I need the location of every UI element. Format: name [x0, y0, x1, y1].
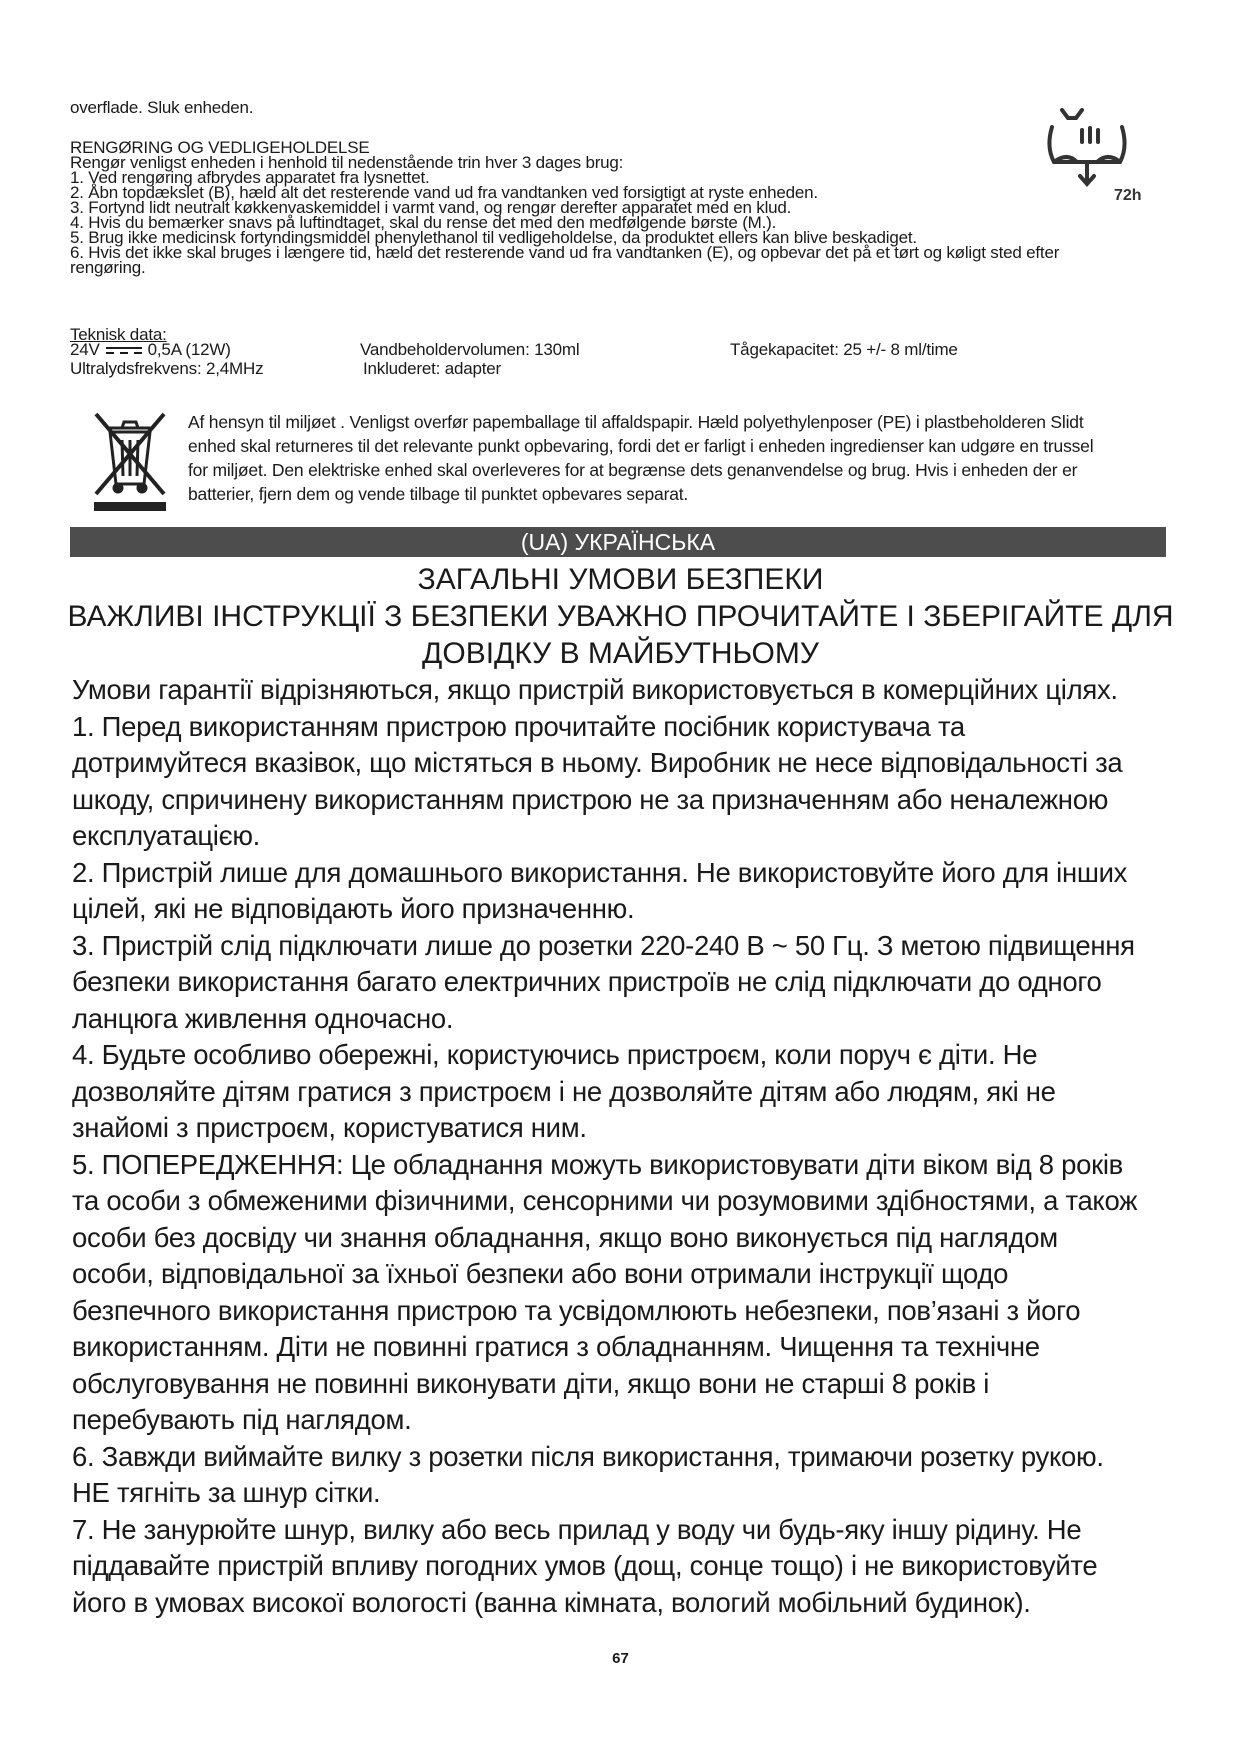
- voltage-prefix: 24V: [70, 340, 100, 359]
- ukrainian-title: ЗАГАЛЬНІ УМОВИ БЕЗПЕКИ: [417, 563, 824, 596]
- body-line: експлуатацією.: [72, 820, 260, 851]
- technical-data-section: [70, 327, 1170, 380]
- page-number: 67: [612, 1650, 629, 1667]
- cleaning-line: 6. Hvis det ikke skal bruges i længere tid, hæld det resterende vand ud fra vandtanken (E), og opbevar det på et tørt og køligt sted efter: [70, 243, 1060, 262]
- body-line: піддавайте пристрій впливу погодних умов (дощ, сонце тощо) і не використовуйте: [72, 1550, 1098, 1581]
- body-line: шкоду, спричинену використанням пристрою не за призначенням або неналежною: [72, 783, 1109, 815]
- body-line: перебувають під наглядом.: [72, 1404, 412, 1435]
- body-line: та особи з обмеженими фізичними, сенсорними чи розумовими здібностями, а також: [72, 1185, 1138, 1216]
- cleaning-line: 2. Åbn topdækslet (B), hæld alt det resterende vand ud fra vandtanken ved forsigtigt at ryste enheden.: [70, 183, 818, 202]
- danish-intro-text: overflade. Sluk enheden.: [70, 98, 254, 117]
- body-line: дозволяйте дітям гратися з пристроєм і не дозволяйте дітям або людям, які не: [72, 1075, 1056, 1107]
- technical-heading: Teknisk data:: [70, 325, 167, 344]
- language-section-bar: (UA) УКРАЇНСЬКА: [70, 527, 1166, 557]
- body-line: НЕ тягніть за шнур сітки.: [72, 1477, 381, 1508]
- technical-tank-volume: Vandbeholdervolumen: 130ml: [360, 340, 580, 359]
- technical-voltage: [70, 342, 231, 357]
- cleaning-line: 3. Fortynd lidt neutralt køkkenvaskemiddel i varmt vand, og rengør derefter apparatet med en klud.: [70, 198, 792, 217]
- environment-line: enhed skal returneres til det relevante punkt opbevaring, fordi det er farligt i enheden ingredienser kan udgøre en trussel: [188, 436, 1094, 456]
- environment-line: Af hensyn til miljøet . Venligst overfør papemballage til affaldspapir. Hæld polyethylenposer (PE) i plastbeholderen Slidt: [188, 412, 1084, 432]
- cleaning-line: Rengør venligst enheden i henhold til nedenstående trin hver 3 dages brug:: [70, 153, 624, 172]
- voltage-rest: 0,5A (12W): [147, 340, 231, 359]
- body-line: 1. Перед використанням пристрою прочитайте посібник користувача та: [72, 710, 965, 742]
- technical-row-2: [70, 361, 1170, 380]
- ukrainian-subtitle: [60, 598, 1181, 672]
- water-tank-clean-icon: [1032, 102, 1142, 212]
- body-line: особи без досвіду чи знання обладнання, якщо воно виконується під наглядом: [72, 1221, 1058, 1253]
- cleaning-line: 1. Ved rengøring afbrydes apparatet fra lysnettet.: [70, 168, 430, 187]
- body-line: особи, відповідальної за їхньої безпеки або вони отримали інструкції щодо: [72, 1258, 1009, 1289]
- ukrainian-subtitle-line: ВАЖЛИВІ ІНСТРУКЦІЇ З БЕЗПЕКИ УВАЖНО ПРОЧИТАЙТЕ І ЗБЕРІГАЙТЕ ДЛЯ: [67, 600, 1174, 633]
- cleaning-line: rengøring.: [70, 258, 146, 277]
- body-line: знайомі з пристроєм, користуватися ним.: [72, 1112, 587, 1143]
- fog-icon-label: 72h: [1114, 187, 1142, 204]
- body-line: 4. Будьте особливо обережні, користуючись пристроєм, коли поруч є діти. Не: [72, 1039, 1038, 1070]
- crossed-bin-icon: [92, 410, 168, 512]
- ukrainian-subtitle-line: ДОВІДКУ В МАЙБУТНЬОМУ: [422, 637, 819, 670]
- danish-cleaning-section: [70, 140, 1170, 275]
- body-line: його в умовах високої вологості (ванна кімната, вологий мобільний будинок).: [72, 1586, 1031, 1618]
- body-line: 5. ПОПЕРЕДЖЕННЯ: Це обладнання можуть використовувати діти віком від 8 років: [72, 1148, 1123, 1180]
- body-line: 2. Пристрій лише для домашнього використання. Не використовуйте його для інших: [72, 856, 1128, 888]
- body-line: 3. Пристрій слід підключати лише до розетки 220-240 В ~ 50 Гц. З метою підвищення: [72, 929, 1135, 961]
- cleaning-heading: RENGØRING OG VEDLIGEHOLDELSE: [70, 138, 370, 157]
- technical-included: Inkluderet: adapter: [363, 359, 501, 378]
- body-line: ланцюга живлення одночасно.: [72, 1002, 454, 1034]
- technical-ultrasonic: Ultralydsfrekvens: 2,4MHz: [70, 359, 264, 378]
- body-line: обслуговування не повинні виконувати діти, якщо вони не старші 8 років і: [72, 1367, 990, 1399]
- body-line: безпеки використання багато електричних пристроїв не слід підключати до одного: [72, 966, 1102, 997]
- body-line: 7. Не занурюйте шнур, вилку або весь прилад у воду чи будь-яку іншу рідину. Не: [72, 1513, 1082, 1545]
- environment-notice: [188, 410, 1178, 506]
- environment-line: batterier, fjern dem og vende tilbage til punktet opbevares separat.: [188, 484, 689, 504]
- technical-mist-capacity: Tågekapacitet: 25 +/- 8 ml/time: [730, 340, 958, 359]
- body-line: дотримуйтеся вказівок, що містяться в ньому. Виробник не несе відповідальності за: [72, 747, 1123, 778]
- ukrainian-safety-text: [72, 672, 1182, 1621]
- dc-current-icon: [104, 345, 144, 357]
- cleaning-line: 4. Hvis du bemærker snavs på luftindtaget, skal du rense det med den medfølgende børste (M.).: [70, 213, 777, 232]
- cleaning-line: 5. Brug ikke medicinsk fortyndingsmiddel phenylethanol til vedligeholdelse, da produktet ellers kan blive beskadiget.: [70, 228, 917, 247]
- body-line: цілей, які не відповідають його призначенню.: [72, 893, 635, 924]
- body-line: безпечного використання пристрою та усвідомлюють небезпеки, пов’язані з його: [72, 1294, 1081, 1326]
- body-line: Умови гарантії відрізняються, якщо пристрій використовується в комерційних цілях.: [72, 674, 1118, 705]
- danish-intro-line: [70, 100, 1170, 115]
- environment-line: for miljøet. Den elektriske enhed skal overleveres for at begrænse dets genanvendelse og brug. Hvis i enheden der er: [188, 460, 1078, 480]
- body-line: 6. Завжди виймайте вилку з розетки після використання, тримаючи розетку рукою.: [72, 1440, 1104, 1472]
- body-line: використанням. Діти не повинні гратися з обладнанням. Чищення та технічне: [72, 1331, 1040, 1362]
